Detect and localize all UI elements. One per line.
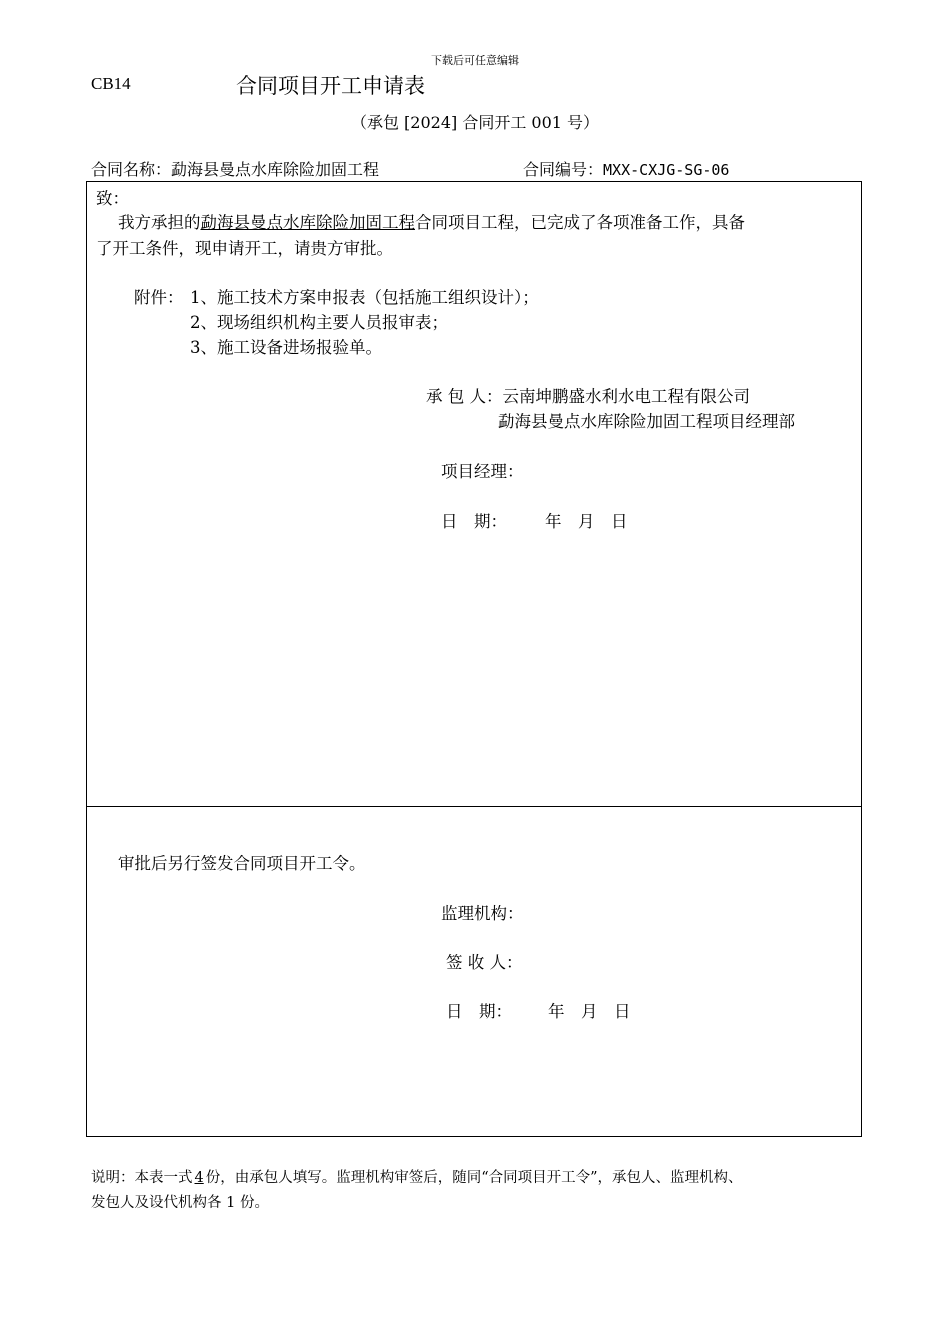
approval-date-fields: 年 月 日 — [548, 1002, 631, 1021]
contractor-row — [426, 383, 750, 407]
footnote-suffix: 份，由承包人填写。监理机构审签后，随同“合同项目开工令”，承包人、监理机构、 — [205, 1170, 743, 1186]
watermark-text: 下载后可任意编辑 — [431, 54, 519, 67]
application-line-2: 了开工条件，现申请开工，请贵方审批。 — [96, 239, 393, 258]
contract-number-row — [523, 157, 729, 180]
attachment-item-3: 3、施工设备进场报验单。 — [190, 338, 382, 357]
attachment-item-1: 1、施工技术方案申报表（包括施工组织设计）； — [190, 288, 539, 307]
form-title: 合同项目开工申请表 — [236, 74, 425, 98]
supervision-agency-label: 监理机构： — [441, 904, 524, 923]
contractor-department: 勐海县曼点水库除险加固工程项目经理部 — [498, 412, 795, 431]
contractor-company: 云南坤鹏盛水利水电工程有限公司 — [502, 387, 750, 406]
document-number: （承包 [2024] 合同开工 001 号） — [350, 113, 600, 132]
footnote-line-2: 发包人及设代机构各 1 份。 — [91, 1195, 269, 1211]
receiver-label: 签 收 人： — [446, 953, 523, 972]
contract-name-value: 勐海县曼点水库除险加固工程 — [171, 160, 380, 179]
application-line-1-suffix: 合同项目工程，已完成了各项准备工作，具备 — [415, 213, 745, 232]
copies-count: 4 — [194, 1170, 204, 1186]
application-line-1 — [118, 209, 745, 233]
attachments-label: 附件： — [134, 288, 184, 307]
contract-name-label: 合同名称： — [91, 160, 172, 179]
approval-note: 审批后另行签发合同项目开工令。 — [118, 854, 366, 873]
contractor-label: 承 包 人： — [426, 387, 503, 406]
attachment-item-2: 2、现场组织机构主要人员报审表； — [190, 313, 448, 332]
footnote-prefix: 说明：本表一式 — [91, 1170, 193, 1186]
application-date-fields: 年 月 日 — [545, 512, 628, 531]
approval-date-label: 日 期： — [446, 1002, 512, 1021]
footnote-line-1 — [91, 1166, 743, 1187]
form-code: CB14 — [91, 74, 131, 93]
project-manager-label: 项目经理： — [441, 462, 524, 481]
addressee-label: 致： — [96, 189, 129, 208]
section-divider — [86, 806, 862, 807]
contract-name-row — [91, 157, 379, 180]
application-line-1-prefix: 我方承担的 — [118, 213, 201, 232]
contract-number-label: 合同编号： — [523, 160, 604, 179]
project-name-underlined: 勐海县曼点水库除险加固工程 — [200, 213, 415, 232]
application-date-label: 日 期： — [441, 512, 507, 531]
contract-number-value: MXX-CXJG-SG-06 — [603, 161, 730, 179]
